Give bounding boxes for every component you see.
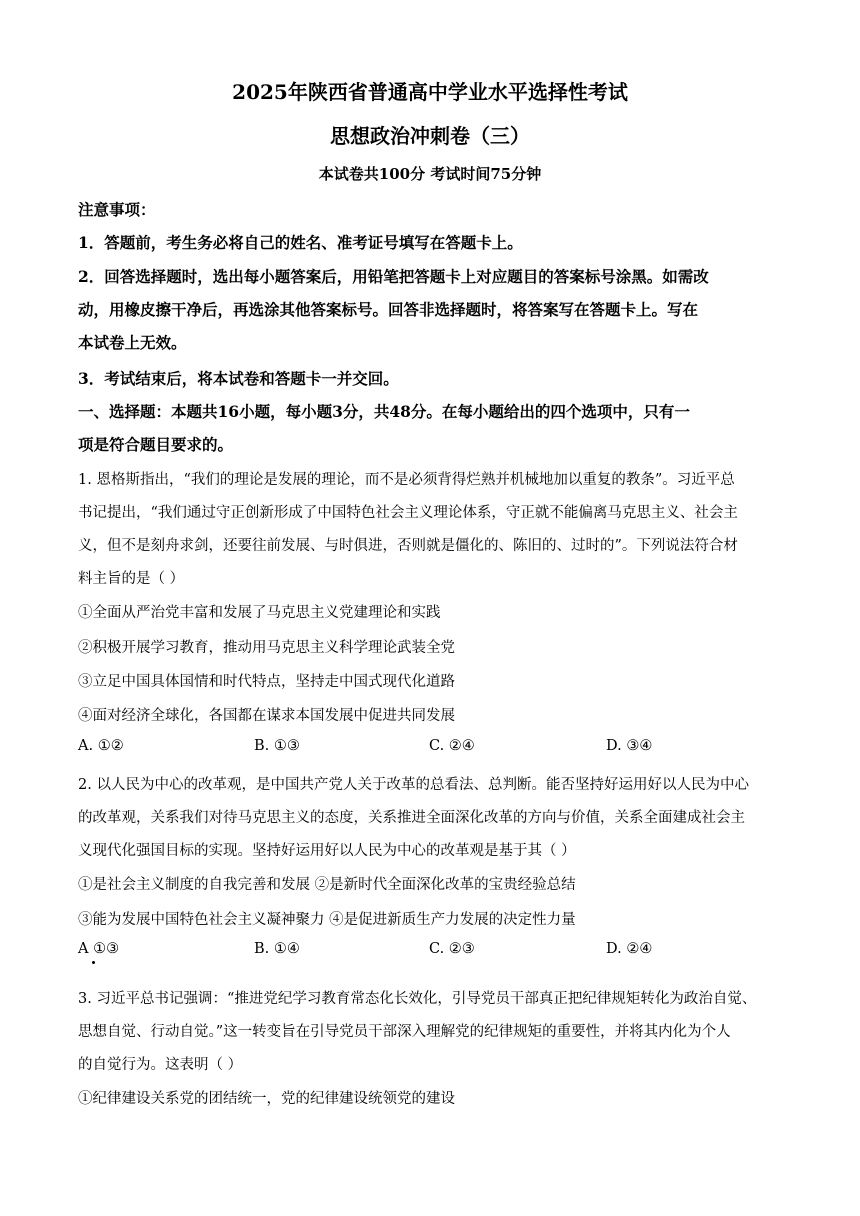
notice-line: 2．回答选择题时，选出每小题答案后，用铅笔把答题卡上对应题目的答案标号涂黑。如需改 [78,267,709,286]
q2-statement: ①是社会主义制度的自我完善和发展 ②是新时代全面深化改革的宝贵经验总结 [78,877,576,893]
q2-stem-line: 义现代化强国目标的实现。坚持好运用好以人民为中心的改革观是基于其（ ） [78,843,576,859]
section-heading-cont: 项是符合题目要求的。 [78,435,234,454]
q1-stem-line: 料主旨的是（ ） [78,571,185,587]
q1-option-d: D. ③④ [606,738,653,754]
q1-statement: ①全面从严治党丰富和发展了马克思主义党建理论和实践 [78,605,441,621]
q2-stem-line: 2. 以人民为中心的改革观，是中国共产党人关于改革的总看法、总判断。能否坚持好运用好以人民为中心 [78,777,749,793]
exam-subtitle: 思想政治冲刺卷（三） [330,124,530,148]
q1-option-b: B. ①③ [254,738,300,754]
notice-line: 本试卷上无效。 [78,333,187,352]
notice-line: 动，用橡皮擦干净后，再选涂其他答案标号。回答非选择题时，将答案写在答题卡上。写在 [78,300,699,319]
q1-stem-line: 书记提出，“我们通过守正创新形成了中国特色社会主义理论体系，守正就不能偏离马克思主义、社会主 [78,505,738,521]
exam-title: 2025年陕西省普通高中学业水平选择性考试 [232,80,628,104]
q1-option-a: A. ①② [78,738,124,754]
q3-statement: ①纪律建设关系党的团结统一，党的纪律建设统领党的建设 [78,1091,455,1107]
q1-option-c: C. ②④ [429,738,475,754]
q2-stem-line: 的改革观，关系我们对待马克思主义的态度，关系推进全面深化改革的方向与价值，关系全面建成社会主 [78,810,745,826]
q3-stem-line: 思想自觉、行动自觉。”这一转变旨在引导党员干部深入理解党的纪律规矩的重要性，并将其内化为个人 [78,1024,731,1040]
q3-stem-line: 的自觉行为。这表明（ ） [78,1057,243,1073]
q3-stem-line: 3. 习近平总书记强调：“推进党纪学习教育常态化长效化，引导党员干部真正把纪律规矩转化为政治自觉、 [78,991,757,1007]
q2-option-d: D. ②④ [606,941,653,957]
notice-line: 1．答题前，考生务必将自己的姓名、准考证号填写在答题卡上。 [78,233,523,252]
exam-info: 本试卷共100分 考试时间75分钟 [318,165,542,183]
q1-statement: ③立足中国具体国情和时代特点，坚持走中国式现代化道路 [78,674,455,690]
section-heading: 一、选择题：本题共16小题，每小题3分，共48分。在每小题给出的四个选项中，只有一 [78,402,690,421]
q1-statement: ②积极开展学习教育，推动用马克思主义科学理论武装全党 [78,640,455,656]
q1-stem-line: 义，但不是刻舟求剑，还要往前发展、与时俱进，否则就是僵化的、陈旧的、过时的”。下列说法符合材 [78,538,738,554]
q2-option-a: A ①③ [78,941,120,957]
q1-statement: ④面对经济全球化，各国都在谋求本国发展中促进共同发展 [78,708,455,724]
notice-heading: 注意事项： [78,200,156,219]
q2-option-c: C. ②③ [429,941,475,957]
notice-line: 3．考试结束后，将本试卷和答题卡一并交回。 [78,369,399,388]
q2-statement: ③能为发展中国特色社会主义凝神聚力 ④是促进新质生产力发展的决定性力量 [78,912,576,928]
stray-dot-mark [92,961,95,964]
q1-stem-line: 1. 恩格斯指出，“我们的理论是发展的理论，而不是必须背得烂熟并机械地加以重复的教条”。习近平总 [78,472,735,488]
q2-option-b: B. ①④ [254,941,300,957]
